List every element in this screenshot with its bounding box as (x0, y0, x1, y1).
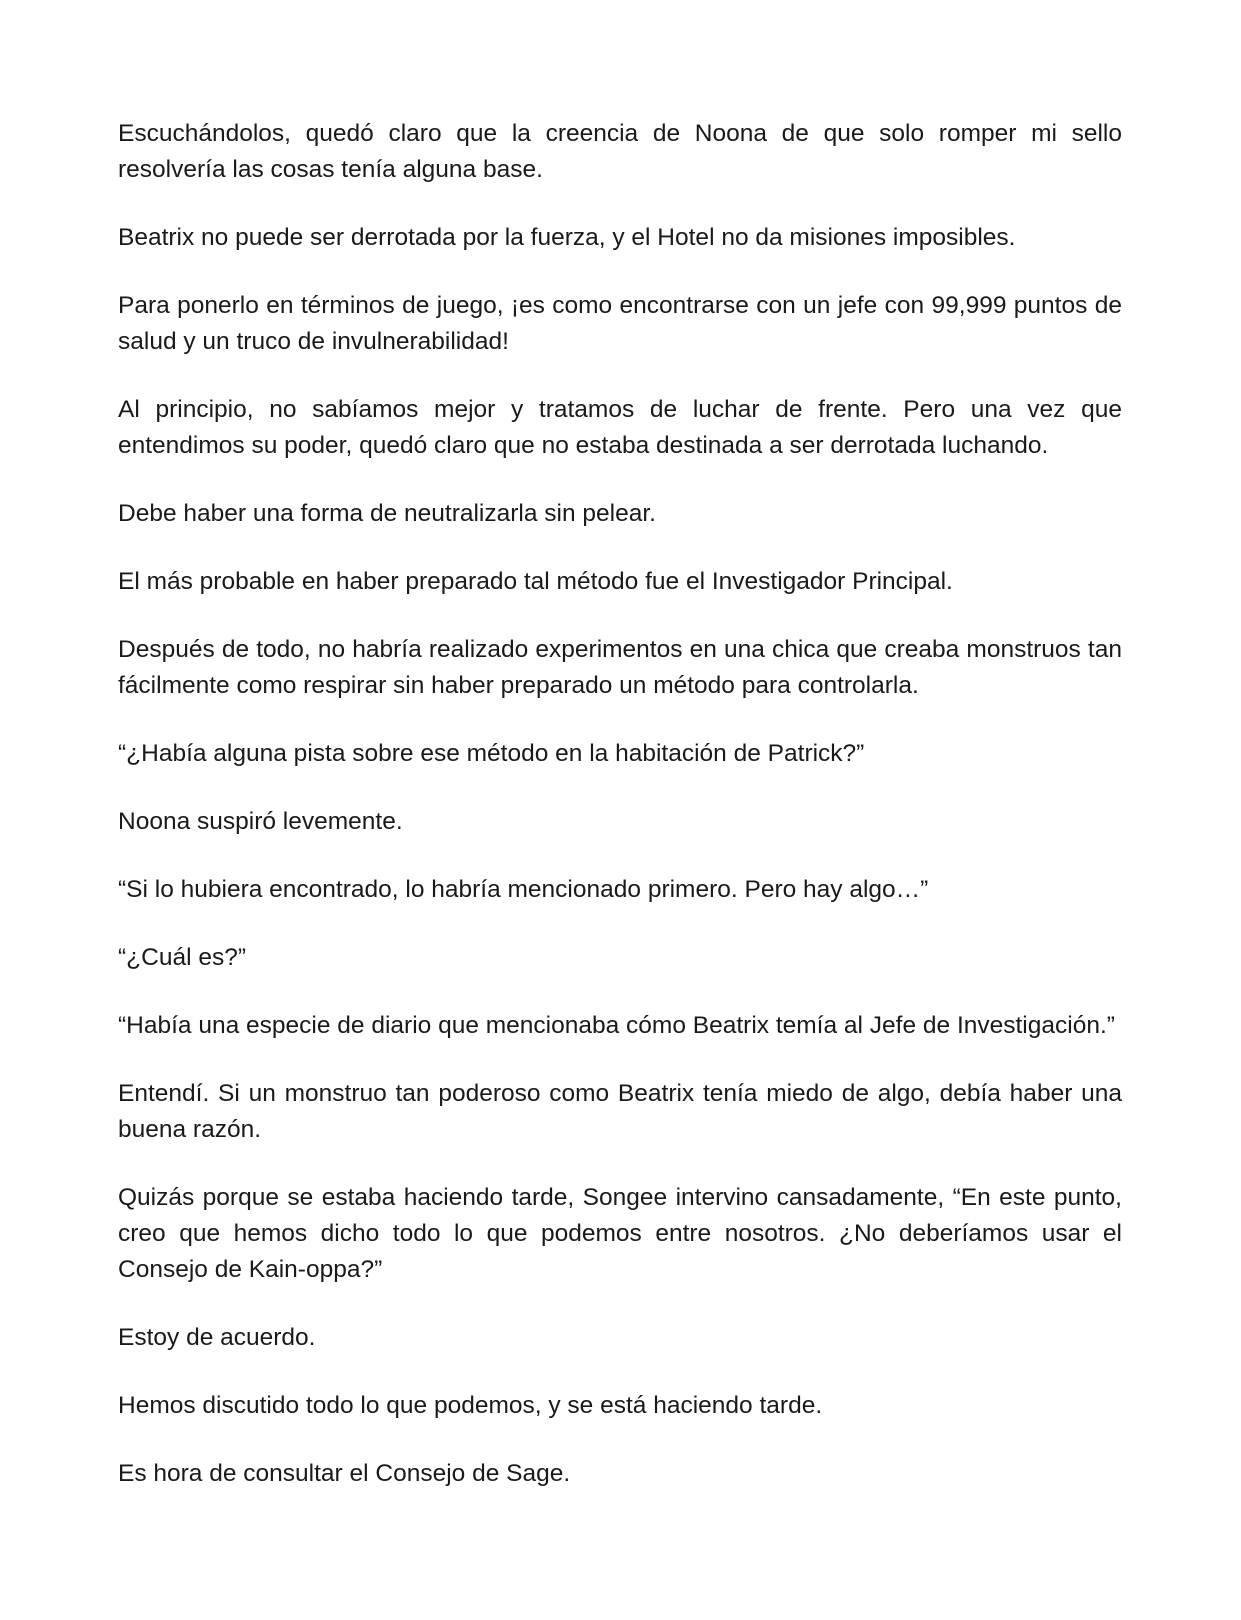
paragraph: Al principio, no sabíamos mejor y tratamos de luchar de frente. Pero una vez que entendimos su poder, quedó claro que no estaba destinada a ser derrotada luchando. (118, 396, 1122, 459)
paragraph: El más probable en haber preparado tal método fue el Investigador Principal. (118, 568, 953, 595)
paragraph: Después de todo, no habría realizado experimentos en una chica que creaba monstruos tan fácilmente como respirar sin haber preparado un método para controlarla. (118, 636, 1122, 699)
paragraph: Para ponerlo en términos de juego, ¡es como encontrarse con un jefe con 99,999 puntos de salud y un truco de invulnerabilidad! (118, 292, 1122, 355)
paragraph: Estoy de acuerdo. (118, 1324, 316, 1351)
paragraph: Entendí. Si un monstruo tan poderoso como Beatrix tenía miedo de algo, debía haber una buena razón. (118, 1080, 1122, 1143)
paragraph: Beatrix no puede ser derrotada por la fuerza, y el Hotel no da misiones imposibles. (118, 224, 1016, 251)
paragraph: Hemos discutido todo lo que podemos, y se está haciendo tarde. (118, 1392, 823, 1419)
paragraph: Quizás porque se estaba haciendo tarde, Songee intervino cansadamente, “En este punto, creo que hemos dicho todo lo que podemos entre nosotros. ¿No deberíamos usar el Consejo de Kain-oppa?” (118, 1184, 1122, 1283)
paragraph: Escuchándolos, quedó claro que la creencia de Noona de que solo romper mi sello resolvería las cosas tenía alguna base. (118, 120, 1122, 183)
dialogue-paragraph: “Si lo hubiera encontrado, lo habría mencionado primero. Pero hay algo…” (118, 876, 929, 903)
paragraph: Noona suspiró levemente. (118, 808, 403, 835)
dialogue-paragraph: “Había una especie de diario que mencionaba cómo Beatrix temía al Jefe de Investigación.” (118, 1012, 1115, 1039)
paragraph: Es hora de consultar el Consejo de Sage. (118, 1460, 571, 1487)
dialogue-paragraph: “¿Cuál es?” (118, 944, 246, 971)
document-body (118, 116, 1122, 1492)
paragraph: Debe haber una forma de neutralizarla sin pelear. (118, 500, 656, 527)
dialogue-paragraph: “¿Había alguna pista sobre ese método en la habitación de Patrick?” (118, 740, 865, 767)
